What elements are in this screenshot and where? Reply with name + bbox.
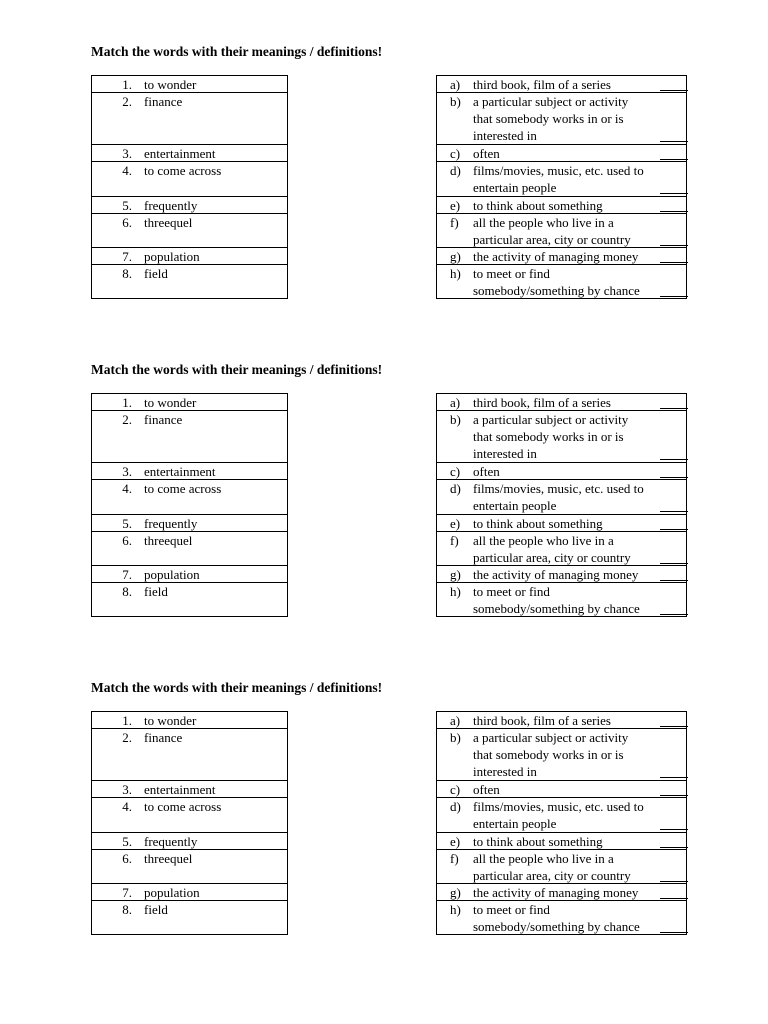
answer-blank[interactable] [660,296,688,297]
words-column [91,75,288,299]
answer-blank[interactable] [660,529,688,530]
definition-text: often [473,782,500,797]
answer-blank[interactable] [660,211,688,212]
definition-letter: f) [450,215,459,230]
definition-text: to meet or find [473,584,550,599]
definition-text: all the people who live in a [473,215,614,230]
word-text: finance [144,730,183,745]
word-text: finance [144,94,183,109]
definition-text: entertain people [473,816,557,831]
definition-text: a particular subject or activity [473,730,629,745]
definition-letter: e) [450,198,461,213]
definition-letter: h) [450,902,461,917]
definition-letter: b) [450,94,461,109]
definition-text: interested in [473,764,537,779]
exercise-block [91,680,687,935]
definition-text: third book, film of a series [473,77,611,92]
words-column [91,393,288,617]
definition-text: films/movies, music, etc. used to [473,163,644,178]
word-number: 8. [122,266,132,281]
definition-letter: g) [450,249,461,264]
word-number: 6. [122,215,132,230]
matching-grid [91,75,687,299]
answer-blank[interactable] [660,614,688,615]
definition-letter: d) [450,481,461,496]
definitions-column [436,75,687,299]
word-number: 4. [122,163,132,178]
definition-letter: h) [450,584,461,599]
definition-text: particular area, city or country [473,232,631,247]
definition-text: the activity of managing money [473,885,639,900]
definition-letter: b) [450,412,461,427]
definition-letter: g) [450,885,461,900]
definition-letter: e) [450,516,461,531]
word-number: 3. [122,146,132,161]
definition-text: interested in [473,446,537,461]
matching-grid [91,393,687,617]
exercise-title: Match the words with their meanings / definitions! [91,362,383,377]
word-number: 5. [122,516,132,531]
answer-blank[interactable] [660,159,688,160]
matching-grid [91,711,687,935]
definition-text: that somebody works in or is [473,747,624,762]
answer-blank[interactable] [660,726,688,727]
word-number: 7. [122,885,132,900]
definitions-column [436,711,687,935]
definition-text: entertain people [473,180,557,195]
word-text: population [144,567,200,582]
word-text: population [144,885,200,900]
definition-text: films/movies, music, etc. used to [473,799,644,814]
word-text: frequently [144,834,198,849]
answer-blank[interactable] [660,90,688,91]
definition-text: the activity of managing money [473,249,639,264]
word-text: frequently [144,516,198,531]
definition-text: all the people who live in a [473,533,614,548]
definition-text: particular area, city or country [473,868,631,883]
answer-blank[interactable] [660,511,688,512]
exercise-block [91,362,687,617]
definition-letter: c) [450,464,461,479]
word-number: 1. [122,77,132,92]
definition-text: somebody/something by chance [473,601,640,616]
word-text: population [144,249,200,264]
definition-letter: d) [450,163,461,178]
word-text: to come across [144,799,222,814]
definition-text: somebody/something by chance [473,919,640,934]
word-number: 5. [122,834,132,849]
definition-letter: g) [450,567,461,582]
word-number: 7. [122,249,132,264]
answer-blank[interactable] [660,141,688,142]
definition-letter: c) [450,146,461,161]
definition-text: that somebody works in or is [473,111,624,126]
definition-letter: c) [450,782,461,797]
definition-text: a particular subject or activity [473,412,629,427]
definition-text: films/movies, music, etc. used to [473,481,644,496]
word-number: 6. [122,533,132,548]
definition-text: that somebody works in or is [473,429,624,444]
answer-blank[interactable] [660,881,688,882]
word-text: to come across [144,163,222,178]
word-number: 3. [122,464,132,479]
word-number: 3. [122,782,132,797]
exercise-block [91,44,687,299]
answer-blank[interactable] [660,262,688,263]
word-number: 8. [122,584,132,599]
definition-text: particular area, city or country [473,550,631,565]
word-text: to wonder [144,395,197,410]
answer-blank[interactable] [660,932,688,933]
definition-letter: a) [450,395,461,410]
definition-letter: h) [450,266,461,281]
definition-text: interested in [473,128,537,143]
definition-text: often [473,146,500,161]
definition-letter: e) [450,834,461,849]
word-text: to come across [144,481,222,496]
answer-blank[interactable] [660,829,688,830]
word-number: 4. [122,481,132,496]
exercise-title: Match the words with their meanings / definitions! [91,680,383,695]
definition-text: third book, film of a series [473,713,611,728]
definition-text: to think about something [473,834,603,849]
definition-text: to meet or find [473,266,550,281]
word-text: to wonder [144,713,197,728]
answer-blank[interactable] [660,580,688,581]
answer-blank[interactable] [660,459,688,460]
word-text: finance [144,412,183,427]
definitions-column [436,393,687,617]
answer-blank[interactable] [660,795,688,796]
definition-text: a particular subject or activity [473,94,629,109]
answer-blank[interactable] [660,777,688,778]
word-number: 6. [122,851,132,866]
word-text: threequel [144,851,193,866]
word-number: 8. [122,902,132,917]
words-column [91,711,288,935]
word-text: entertainment [144,464,216,479]
word-number: 1. [122,713,132,728]
answer-blank[interactable] [660,898,688,899]
word-text: threequel [144,533,193,548]
definition-letter: a) [450,713,461,728]
definition-text: the activity of managing money [473,567,639,582]
word-number: 1. [122,395,132,410]
definition-letter: f) [450,533,459,548]
answer-blank[interactable] [660,847,688,848]
definition-text: somebody/something by chance [473,283,640,298]
exercise-title: Match the words with their meanings / definitions! [91,44,383,59]
definition-letter: a) [450,77,461,92]
answer-blank[interactable] [660,563,688,564]
word-text: field [144,902,168,917]
definition-text: to meet or find [473,902,550,917]
answer-blank[interactable] [660,193,688,194]
word-text: entertainment [144,782,216,797]
word-text: field [144,266,168,281]
word-number: 7. [122,567,132,582]
definition-letter: f) [450,851,459,866]
answer-blank[interactable] [660,245,688,246]
word-text: entertainment [144,146,216,161]
word-text: field [144,584,168,599]
word-number: 2. [122,412,132,427]
definition-letter: b) [450,730,461,745]
definition-text: to think about something [473,198,603,213]
word-number: 5. [122,198,132,213]
word-text: threequel [144,215,193,230]
answer-blank[interactable] [660,408,688,409]
answer-blank[interactable] [660,477,688,478]
definition-text: all the people who live in a [473,851,614,866]
word-number: 4. [122,799,132,814]
definition-text: entertain people [473,498,557,513]
word-text: to wonder [144,77,197,92]
word-text: frequently [144,198,198,213]
definition-letter: d) [450,799,461,814]
word-number: 2. [122,730,132,745]
word-number: 2. [122,94,132,109]
definition-text: to think about something [473,516,603,531]
definition-text: often [473,464,500,479]
definition-text: third book, film of a series [473,395,611,410]
